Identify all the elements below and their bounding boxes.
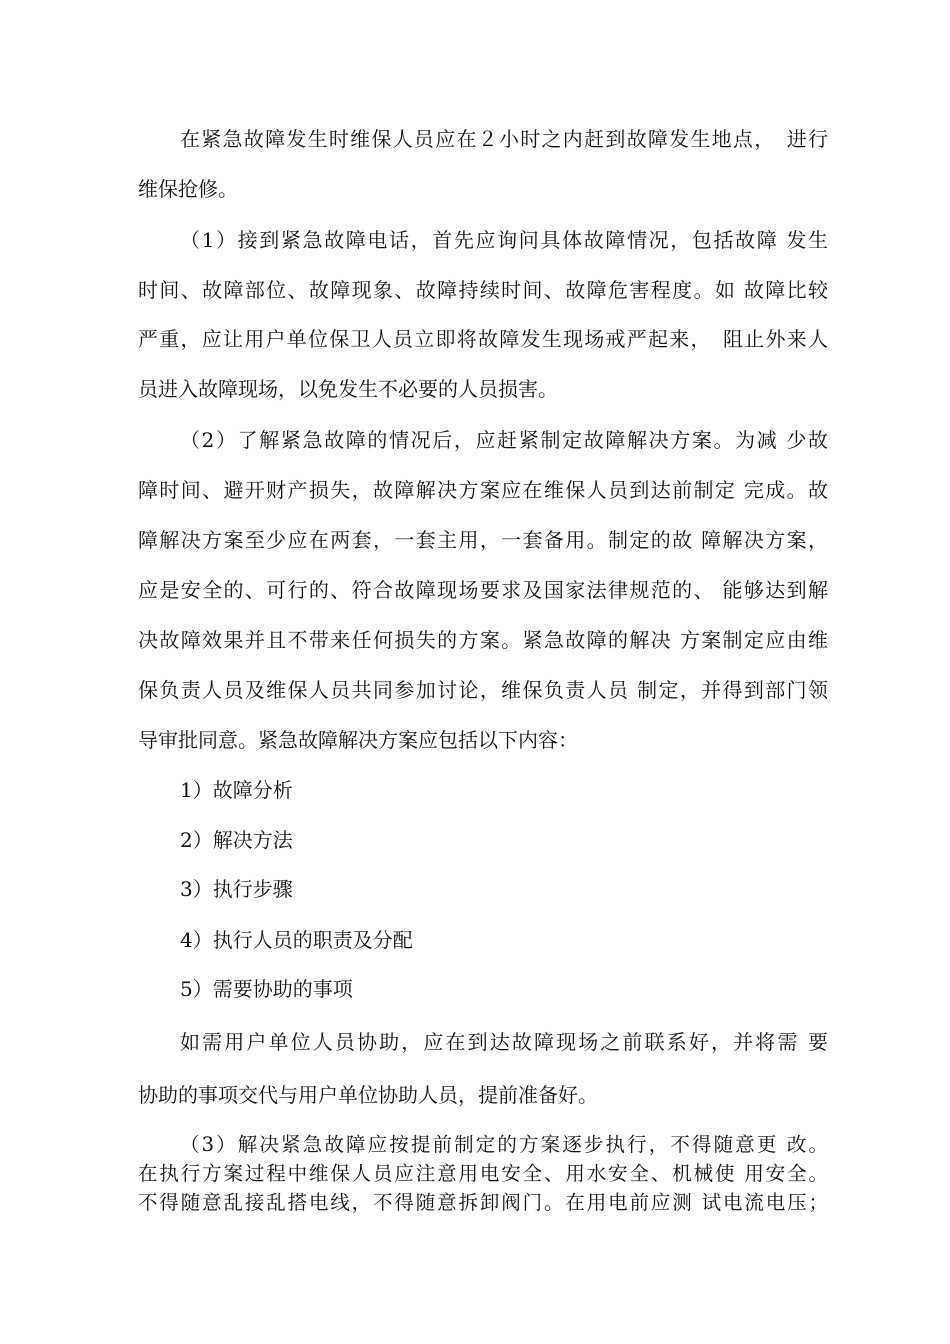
paragraph-line: 如需用户单位人员协助，应在到达故障现场之前联系好，并将需 要 (180, 1030, 828, 1054)
paragraph-line: 决故障效果并且不带来任何损失的方案。紧急故障的解决 方案制定应由维 (138, 628, 828, 652)
list-item: 1）故障分析 (180, 778, 293, 802)
paragraph-line: （2）了解紧急故障的情况后，应赶紧制定故障解决方案。为减 少故 (180, 428, 828, 452)
paragraph-line: 应是安全的、可行的、符合故障现场要求及国家法律规范的、 能够达到解 (138, 578, 828, 602)
list-item: 4）执行人员的职责及分配 (180, 928, 413, 952)
paragraph-line: 协助的事项交代与用户单位协助人员，提前准备好。 (138, 1083, 598, 1107)
list-item: 5）需要协助的事项 (180, 977, 353, 1001)
list-item: 2）解决方法 (180, 828, 293, 852)
list-item: 3）执行步骤 (180, 877, 293, 901)
paragraph-line: 在紧急故障发生时维保人员应在２小时之内赶到故障发生地点， 进行 (180, 127, 828, 151)
paragraph-line: 在执行方案过程中维保人员应注意用电安全、用水安全、机械使 用安全。 (138, 1162, 828, 1185)
paragraph-line: 导审批同意。紧急故障解决方案应包括以下内容： (138, 728, 578, 752)
paragraph-line: 障解决方案至少应在两套，一套主用，一套备用。制定的故 障解决方案， (138, 528, 828, 552)
paragraph-line: （1）接到紧急故障电话，首先应询问具体故障情况，包括故障 发生 (180, 228, 828, 252)
paragraph-line: （3）解决紧急故障应按提前制定的方案逐步执行，不得随意更 改。 (180, 1133, 828, 1156)
paragraph-line: 严重，应让用户单位保卫人员立即将故障发生现场戒严起来， 阻止外来人 (138, 327, 828, 351)
paragraph-line: 不得随意乱接乱搭电线，不得随意拆卸阀门。在用电前应测 试电流电压； (138, 1191, 828, 1214)
paragraph-line: 维保抢修。 (138, 177, 238, 201)
paragraph-line: 障时间、避开财产损失，故障解决方案应在维保人员到达前制定 完成。故 (138, 478, 828, 502)
paragraph-line: 保负责人员及维保人员共同参加讨论，维保负责人员 制定，并得到部门领 (138, 678, 828, 702)
paragraph-line: 员进入故障现场，以免发生不必要的人员损害。 (138, 377, 558, 401)
paragraph-line: 时间、故障部位、故障现象、故障持续时间、故障危害程度。如 故障比较 (138, 278, 828, 302)
